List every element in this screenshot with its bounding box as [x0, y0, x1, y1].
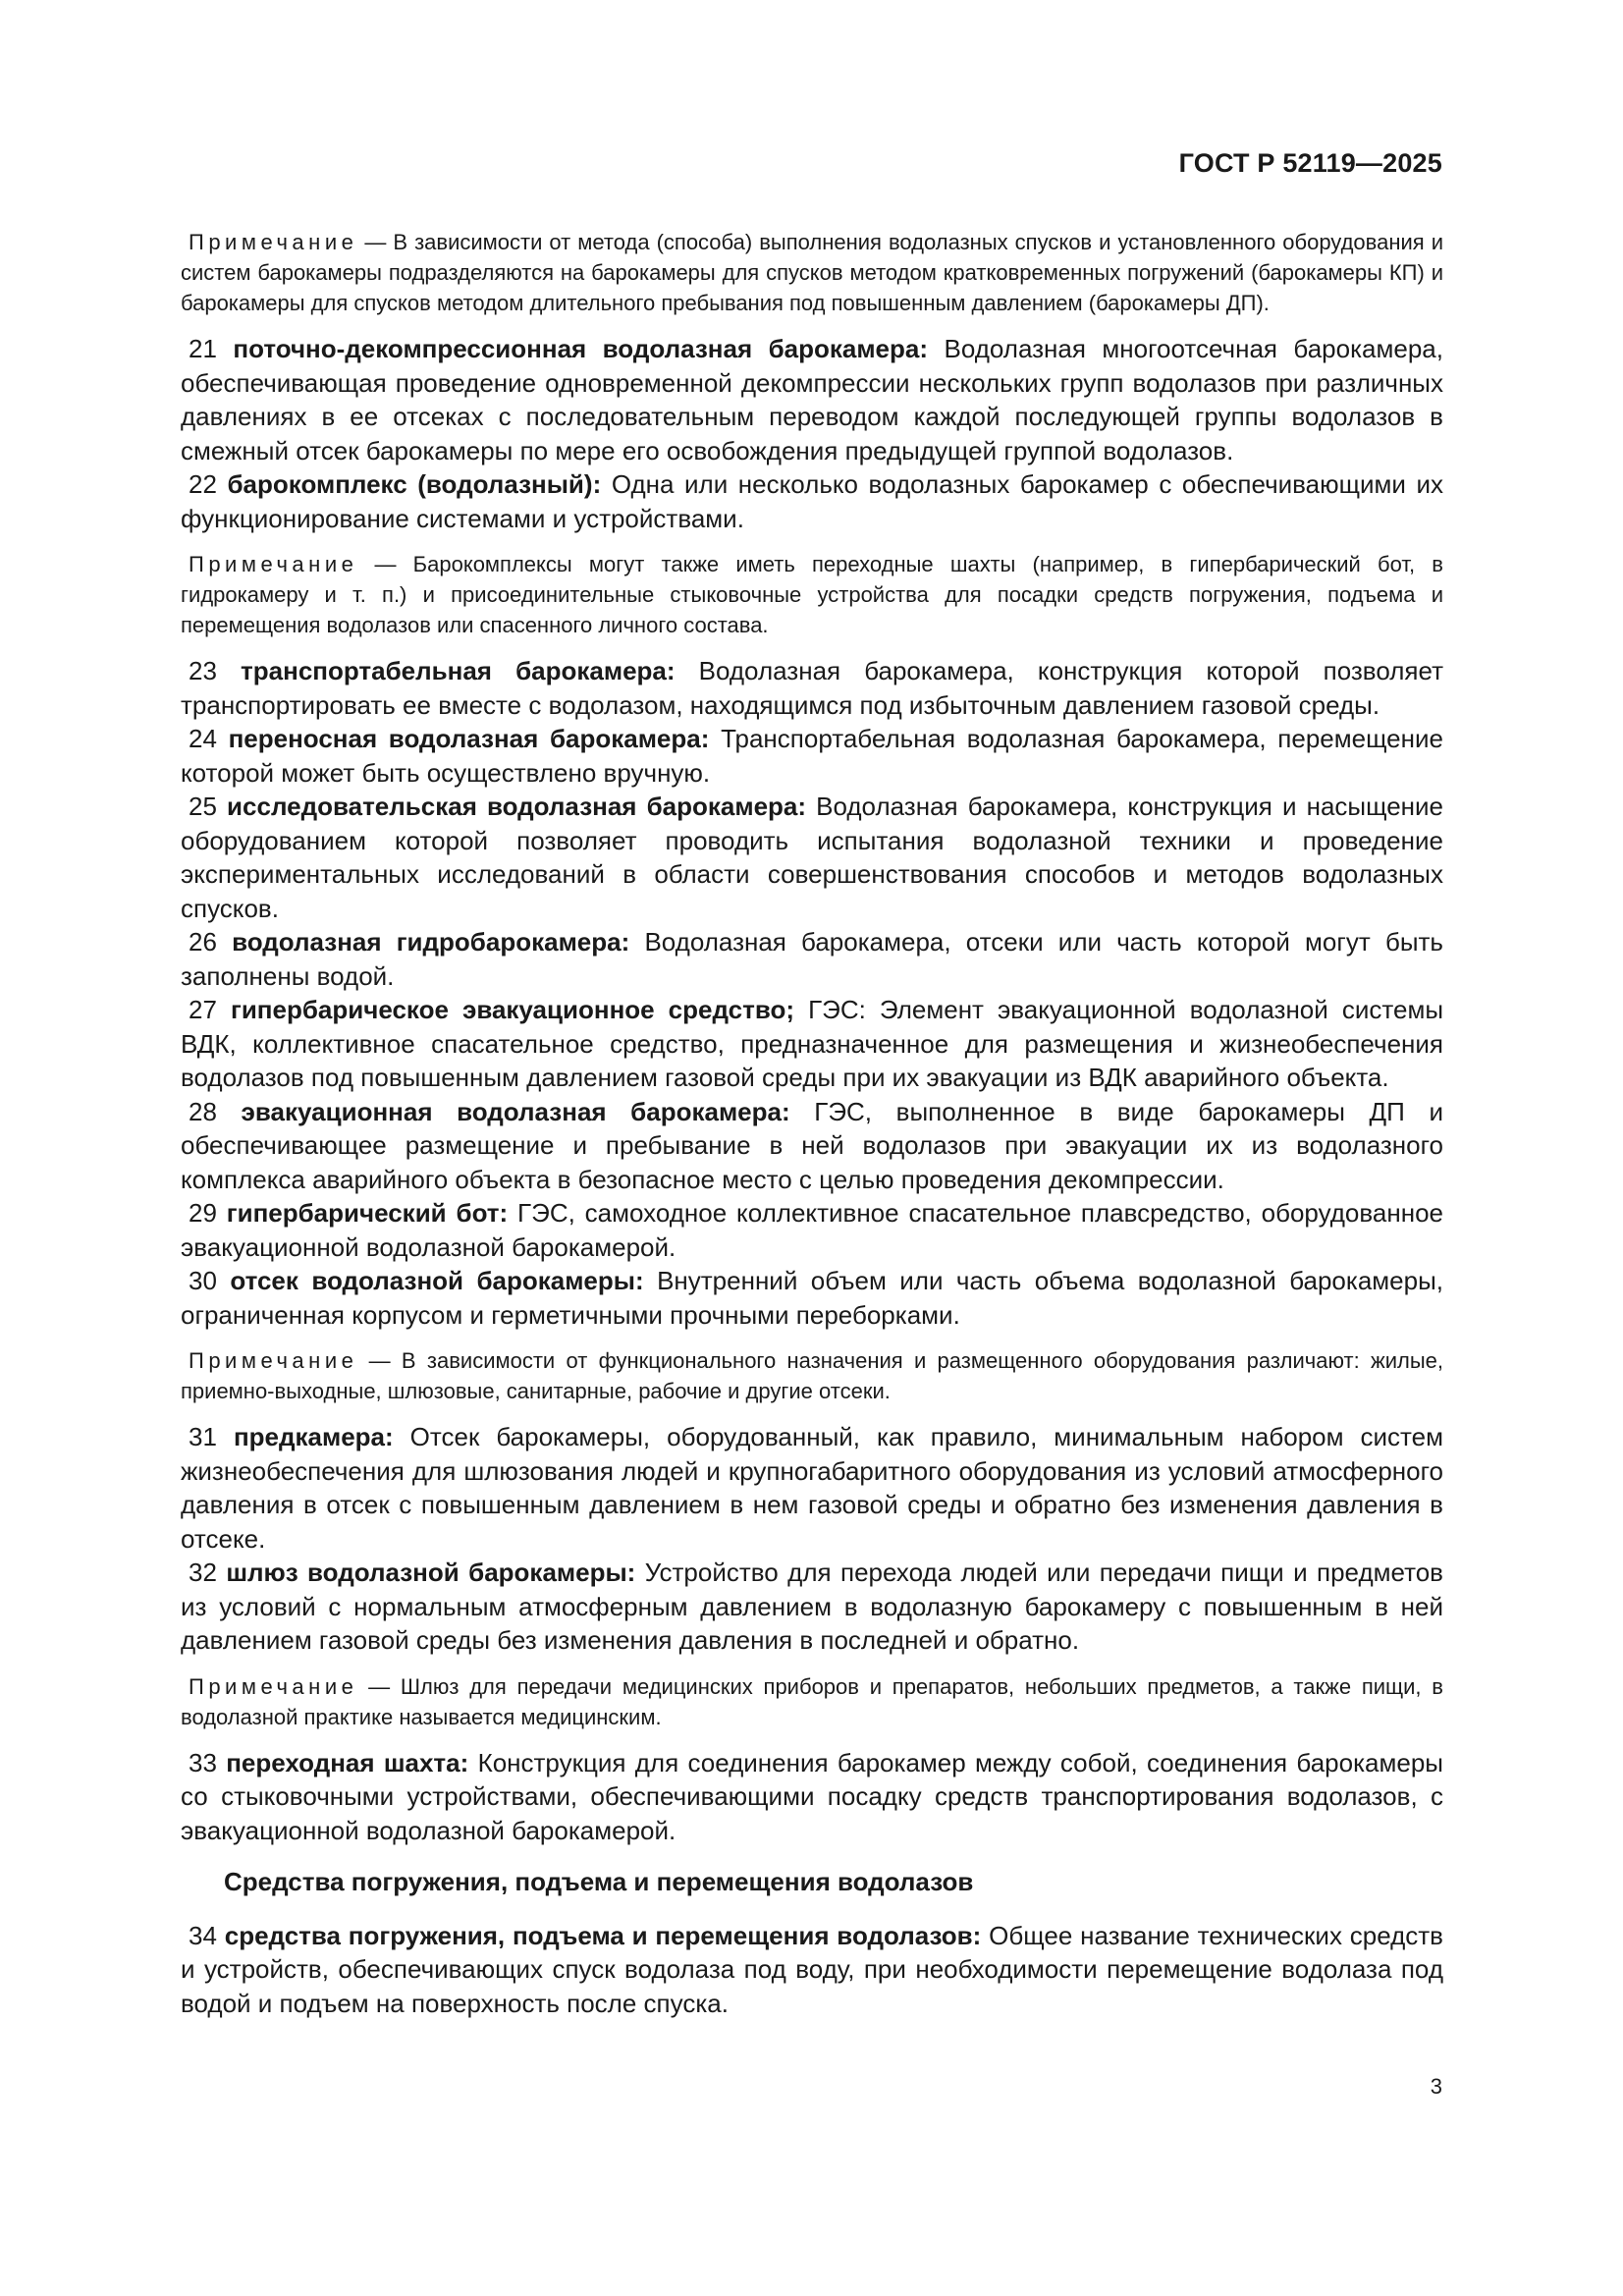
term-name: исследовательская водолазная барокамера: — [227, 792, 807, 821]
term-number: 31 — [189, 1422, 217, 1451]
note-label: Примечание — [189, 1673, 358, 1699]
term-33 — [181, 1746, 1443, 1848]
term-definition: Конструкция для соединения барокамер между собой, соединения барокамеры со стыковочными устройствами, обеспечивающими посадку средств транспортирования водолазов, с эвакуационной водолазной барокамерой. — [181, 1747, 1443, 1845]
term-name: переходная шахта: — [226, 1747, 469, 1777]
term-number: 29 — [189, 1198, 217, 1228]
term-definition: Водолазная барокамера, отсеки или часть которой могут быть заполнены водой. — [181, 927, 1443, 991]
section-heading: Средства погружения, подъема и перемещения водолазов — [224, 1867, 974, 1896]
term-number: 33 — [189, 1747, 217, 1777]
term-definition: ГЭС, самоходное коллективное спасательное плавсредство, оборудованное эвакуационной водолазной барокамерой. — [181, 1198, 1443, 1262]
term-number: 22 — [189, 469, 217, 499]
term-definition: Внутренний объем или часть объема водолазной барокамеры, ограниченная корпусом и герметичными прочными переборками. — [181, 1266, 1443, 1330]
note-barochamber-types — [181, 227, 1443, 318]
term-25 — [181, 790, 1443, 925]
term-name: барокомплекс (водолазный): — [227, 469, 602, 499]
term-31 — [181, 1420, 1443, 1556]
term-number: 25 — [189, 792, 217, 821]
note-compartments — [181, 1345, 1443, 1406]
term-24 — [181, 722, 1443, 790]
term-name: предкамера: — [233, 1422, 394, 1451]
note-label: Примечание — [189, 230, 358, 254]
term-definition: Общее название технических средств и устройств, обеспечивающих спуск водолаза под воду, при необходимости перемещение водолаза под водой и подъем на поверхность после спуска. — [181, 1920, 1443, 2018]
term-definition: Транспортабельная водолазная барокамера, перемещение которой может быть осуществлено вручную. — [181, 724, 1443, 788]
term-name: транспортабельная барокамера: — [241, 656, 676, 685]
term-28 — [181, 1095, 1443, 1197]
term-definition: ГЭС, выполненное в виде барокамеры ДП и обеспечивающее размещение и пребывание в ней водолазов при эвакуации их из водолазного комплекса аварийного объекта в безопасное место с целью проведения декомпрессии. — [181, 1096, 1443, 1194]
note-text: — В зависимости от функционального назначения и размещенного оборудования различают: жилые, приемно-выходные, шлюзовые, санитарные, рабочие и другие отсеки. — [181, 1348, 1443, 1403]
term-definition: Водолазная барокамера, конструкция и насыщение оборудованием которой позволяет проводить испытания водолазной техники и проведение экспериментальных исследований в области совершенствования способов и методов водолазных спусков. — [181, 792, 1443, 923]
note-barocomplex — [181, 549, 1443, 640]
term-number: 30 — [189, 1266, 217, 1295]
term-26 — [181, 925, 1443, 993]
term-name: поточно-декомпрессионная водолазная барокамера: — [233, 334, 929, 363]
term-30 — [181, 1264, 1443, 1332]
term-21 — [181, 332, 1443, 467]
note-label: Примечание — [189, 552, 358, 576]
term-number: 28 — [189, 1096, 217, 1126]
term-34 — [181, 1919, 1443, 2021]
note-medical-lock — [181, 1671, 1443, 1732]
term-number: 23 — [189, 656, 217, 685]
term-number: 26 — [189, 927, 217, 957]
document-id: ГОСТ Р 52119—2025 — [1178, 148, 1442, 178]
term-name: эвакуационная водолазная барокамера: — [241, 1096, 790, 1126]
term-definition: Водолазная многоотсечная барокамера, обеспечивающая проведение одновременной декомпрессии нескольких групп водолазов при различных давлениях в ее отсеках с последовательным переводом каждой последующей группы водолазов в смежный отсек барокамеры по мере его освобождения предыдущей группой водолазов. — [181, 334, 1443, 465]
term-definition: Устройство для перехода людей или передачи пищи и предметов из условий с нормальным атмосферным давлением в водолазную барокамеру с повышенным в ней давлением газовой среды без изменения давления в последней и обратно. — [181, 1558, 1443, 1655]
term-27 — [181, 993, 1443, 1095]
note-text: — В зависимости от метода (способа) выполнения водолазных спусков и установленного оборудования и систем барокамеры подразделяются на барокамеры для спусков методом кратковременных погружений (барокамеры КП) и барокамеры для спусков методом длительного пребывания под повышенным давлением (барокамеры ДП). — [181, 230, 1443, 315]
term-name: гипербарическое эвакуационное средство; — [230, 995, 795, 1024]
term-number: 32 — [189, 1558, 217, 1587]
term-number: 27 — [189, 995, 217, 1024]
term-name: переносная водолазная барокамера: — [228, 724, 710, 753]
term-name: гипербарический бот: — [226, 1198, 509, 1228]
term-definition: Отсек барокамеры, оборудованный, как правило, минимальным набором систем жизнеобеспечения для шлюзования людей и крупногабаритного оборудования из условий атмосферного давления в отсек с повышенным давлением в нем газовой среды и обратно без изменения давления в отсеке. — [181, 1422, 1443, 1554]
term-definition: ГЭС: Элемент эвакуационной водолазной системы ВДК, коллективное спасательное средство, предназначенное для размещения и жизнеобеспечения водолазов под повышенным давлением газовой среды при их эвакуации из ВДК аварийного объекта. — [181, 995, 1444, 1092]
note-label: Примечание — [189, 1348, 358, 1373]
term-29 — [181, 1196, 1443, 1264]
term-definition: Водолазная барокамера, конструкция которой позволяет транспортировать ее вместе с водолазом, находящимся под избыточным давлением газовой среды. — [181, 656, 1443, 720]
term-22 — [181, 467, 1443, 535]
term-name: шлюз водолазной барокамеры: — [226, 1558, 636, 1587]
note-text: — Шлюз для передачи медицинских приборов и препаратов, небольших предметов, а также пищи, в водолазной практике называется медицинским. — [181, 1673, 1443, 1729]
term-32 — [181, 1556, 1443, 1658]
term-number: 24 — [189, 724, 217, 753]
term-number: 34 — [189, 1920, 217, 1950]
term-name: водолазная гидробарокамера: — [232, 927, 630, 957]
term-number: 21 — [189, 334, 217, 363]
term-name: отсек водолазной барокамеры: — [230, 1266, 644, 1295]
term-definition: Одна или несколько водолазных барокамер с обеспечивающими их функционирование системами и устройствами. — [181, 469, 1444, 533]
note-text: — Барокомплексы могут также иметь переходные шахты (например, в гипербарический бот, в гидрокамеру и т. п.) и присоединительные стыковочные устройства для посадки средств погружения, подъема и перемещения водолазов или спасенного личного состава. — [181, 552, 1443, 637]
page-content — [181, 227, 1443, 2020]
page-number: 3 — [1430, 2074, 1442, 2099]
term-name: средства погружения, подъема и перемещения водолазов: — [224, 1920, 982, 1950]
term-23 — [181, 654, 1443, 722]
